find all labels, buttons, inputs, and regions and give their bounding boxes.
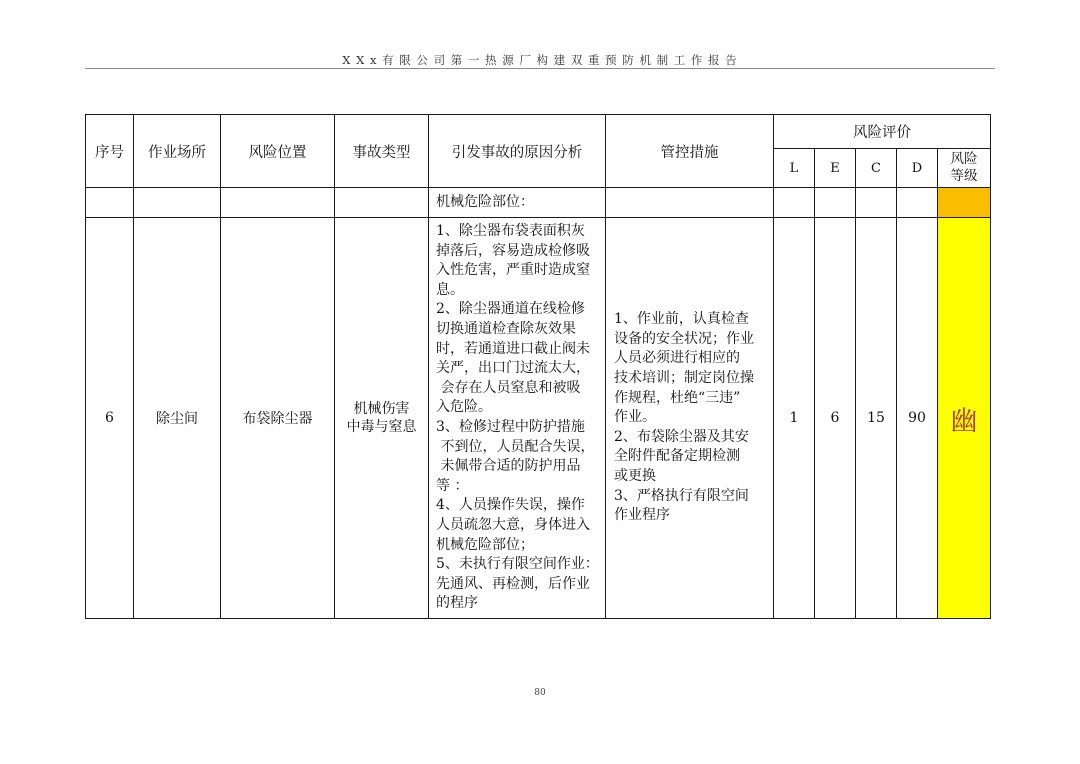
- col-header-position: 风险位置: [221, 115, 335, 188]
- cell-risk-level: [938, 188, 991, 218]
- text-line: 5、未执行有限空间作业：: [436, 556, 599, 573]
- text-line: 4、人员操作失误，操作: [436, 497, 585, 514]
- cell-c: 15: [856, 218, 897, 619]
- cell-c: [856, 188, 897, 218]
- text-line: 关严，出口门过流太大，: [436, 360, 590, 377]
- text-line: 息。: [436, 281, 464, 298]
- cell-place: [134, 188, 221, 218]
- text-line: 作业。: [614, 409, 656, 426]
- col-header-e: E: [815, 149, 856, 188]
- col-header-level-line: 等级: [950, 168, 978, 184]
- cell-control: [606, 218, 774, 619]
- text-line: 1、作业前，认真检查: [614, 311, 749, 328]
- page-number: 80: [534, 688, 546, 698]
- cell-accident-type: [335, 188, 429, 218]
- col-header-place: 作业场所: [134, 115, 221, 188]
- text-line: 切换通道检查除灰效果: [436, 321, 576, 338]
- cell-control: [606, 188, 774, 218]
- text-line: 技术培训；制定岗位操: [614, 370, 754, 387]
- text-line: 或更换: [614, 467, 656, 484]
- cell-cause: [429, 218, 606, 619]
- text-line: 掉落后，容易造成检修吸: [436, 242, 590, 259]
- col-header-no: 序号: [86, 115, 134, 188]
- header-row: [86, 115, 991, 149]
- report-title: X X x 有 限 公 司 第 一 热 源 厂 构 建 双 重 预 防 机 制 工 作 报 告: [342, 53, 738, 67]
- col-header-level: [938, 149, 991, 188]
- text-line: 未佩带合适的防护用品: [436, 458, 581, 475]
- cell-l: [774, 188, 815, 218]
- text-line: 入危险。: [436, 399, 492, 416]
- text-line: 机械危险部位；: [436, 536, 534, 553]
- text-line: 的程序: [436, 595, 478, 612]
- cell-no: [86, 188, 134, 218]
- text-line: 3、严格执行有限空间: [614, 487, 749, 504]
- cell-position: [221, 188, 335, 218]
- text-line: 人员必须进行相应的: [614, 350, 740, 367]
- text-line: 机械危险部位：: [436, 193, 534, 210]
- col-header-control: 管控措施: [606, 115, 774, 188]
- cell-position: 布袋除尘器: [221, 218, 335, 619]
- cell-accident-type: [335, 218, 429, 619]
- table-row: [86, 188, 991, 218]
- header-rule: [85, 68, 995, 69]
- cell-d: [897, 188, 938, 218]
- text-line: 3、检修过程中防护措施: [436, 419, 585, 435]
- col-header-l: L: [774, 149, 815, 188]
- col-header-level-line: 风险: [950, 151, 978, 167]
- text-line: 作业程序: [614, 507, 670, 524]
- text-line: 1、除尘器布袋表面积灰: [436, 223, 585, 240]
- text-line: 不到位，人员配合失误，: [436, 438, 595, 455]
- cell-risk-level: 幽: [938, 218, 991, 619]
- cell-e: [815, 188, 856, 218]
- cell-place: 除尘间: [134, 218, 221, 619]
- text-line: 会存在人员窒息和被吸: [436, 379, 581, 396]
- risk-table: [85, 114, 991, 619]
- cell-d: 90: [897, 218, 938, 619]
- text-line: 机械伤害: [353, 401, 410, 417]
- col-header-cause: 引发事故的原因分析: [429, 115, 606, 188]
- cell-e: 6: [815, 218, 856, 619]
- text-line: 2、除尘器通道在线检修: [436, 301, 585, 318]
- text-line: 时，若通道进口截止阀未: [436, 340, 590, 357]
- text-line: 全附件配备定期检测: [614, 448, 740, 465]
- text-line: 设备的安全状况；作业: [614, 330, 754, 347]
- text-line: 2、布袋除尘器及其安: [614, 428, 749, 445]
- text-line: 先通风、再检测，后作业: [436, 575, 590, 592]
- text-line: 作规程，杜绝“三违”: [614, 389, 741, 406]
- col-header-accident-type: 事故类型: [335, 115, 429, 188]
- text-line: 等 ：: [436, 477, 469, 494]
- col-header-evaluation: 风险评价: [774, 115, 991, 149]
- text-line: 人员疏忽大意，身体进入: [436, 516, 590, 533]
- col-header-c: C: [856, 149, 897, 188]
- cell-l: 1: [774, 218, 815, 619]
- cell-no: 6: [86, 218, 134, 619]
- table-row: [86, 218, 991, 619]
- text-line: 中毒与窒息: [346, 419, 417, 435]
- cell-cause: [429, 188, 606, 218]
- text-line: 入性危害，严重时造成窒: [436, 262, 590, 279]
- col-header-d: D: [897, 149, 938, 188]
